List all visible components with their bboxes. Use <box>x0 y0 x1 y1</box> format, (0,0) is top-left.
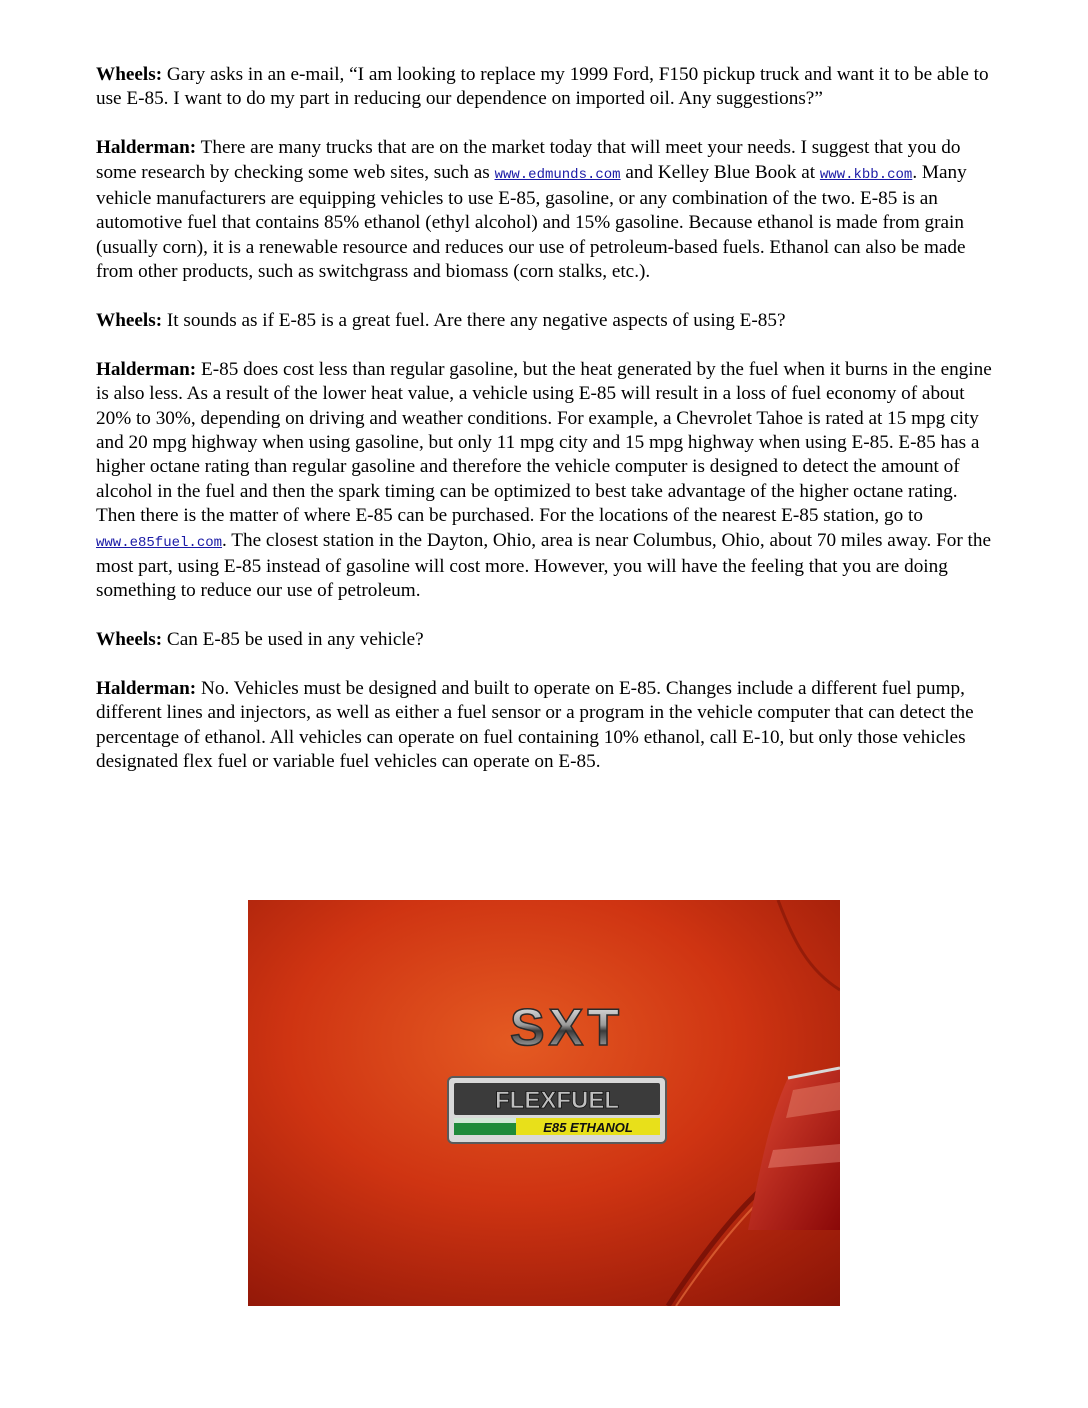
paragraph <box>96 628 996 652</box>
web-link[interactable]: www.edmunds.com <box>494 166 621 183</box>
paragraph-text: Can E-85 be used in any vehicle? <box>162 629 424 651</box>
paragraph <box>96 136 996 284</box>
paragraph-text: . The closest station in the Dayton, Ohio, area is near Columbus, Ohio, about 70 miles away. For the most part, using E-85 instead of gasoline will cost more. However, you will have the feeling that you are doing something to reduce our use of petroleum. <box>96 529 991 602</box>
paragraph-text: There are many trucks that are on the market today that will meet your needs. I suggest that you do some research by checking some web sites, such as <box>96 137 961 183</box>
svg-text:FLEXFUEL: FLEXFUEL <box>495 1087 619 1114</box>
speaker-label: Wheels: <box>96 64 163 85</box>
paragraph-text: Gary asks in an e-mail, “I am looking to replace my 1999 Ford, F150 pickup truck and want it to be able to use E-85. I want to do my part in reducing our dependence on imported oil. Any suggestions?” <box>96 64 989 110</box>
svg-text:SXT: SXT <box>510 999 624 1057</box>
web-link[interactable]: www.kbb.com <box>819 166 913 183</box>
article-body <box>96 63 996 799</box>
speaker-label: Wheels: <box>96 629 163 651</box>
paragraph <box>96 677 996 775</box>
speaker-label: Halderman: <box>96 358 197 380</box>
svg-text:E85 ETHANOL: E85 ETHANOL <box>543 1120 633 1135</box>
paragraph-text: No. Vehicles must be designed and built to operate on E-85. Changes include a different fuel pump, different lines and injectors, as well as either a fuel sensor or a program in the vehicle computer that can detect the percentage of ethanol. All vehicles can operate on fuel containing 10% ethanol, call E-10, but only those vehicles designated flex fuel or variable fuel vehicles can operate on E-85. <box>96 678 974 773</box>
sxt-badge <box>510 999 623 1057</box>
paragraph-text: and Kelley Blue Book at <box>620 161 820 183</box>
flexfuel-badge <box>448 1077 666 1143</box>
speaker-label: Halderman: <box>96 678 197 700</box>
paragraph <box>96 63 996 112</box>
paragraph <box>96 309 996 333</box>
speaker-label: Wheels: <box>96 310 163 332</box>
paragraph <box>96 358 996 604</box>
speaker-label: Halderman: <box>96 137 197 159</box>
web-link[interactable]: www.e85fuel.com <box>96 534 223 551</box>
car-badge-photo <box>248 900 840 1306</box>
paragraph-text: . Many vehicle manufacturers are equipping vehicles to use E-85, gasoline, or any combination of the two. E-85 is an automotive fuel that contains 85% ethanol (ethyl alcohol) and 15% gasoline. Because ethanol is made from grain (usually corn), it is a renewable resource and reduces our use of petroleum-based fuels. Ethanol can also be made from other products, such as switchgrass and biomass (corn stalks, etc.). <box>96 161 967 283</box>
paragraph-text: It sounds as if E-85 is a great fuel. Are there any negative aspects of using E-85? <box>162 310 786 332</box>
paragraph-text: E-85 does cost less than regular gasoline, but the heat generated by the fuel when it burns in the engine is also less. As a result of the lower heat value, a vehicle using E-85 will result in a loss of fuel economy of about 20% to 30%, depending on driving and weather conditions. For example, a Chevrolet Tahoe is rated at 15 mpg city and 20 mpg highway when using gasoline, but only 11 mpg city and 15 mpg highway when using E-85. E-85 has a higher octane rating than regular gasoline and therefore the vehicle computer is designed to detect the amount of alcohol in the fuel and then the spark timing can be optimized to best take advantage of the higher octane rating. Then there is the matter of where E-85 can be purchased. For the locations of the nearest E-85 station, go to <box>96 358 992 527</box>
